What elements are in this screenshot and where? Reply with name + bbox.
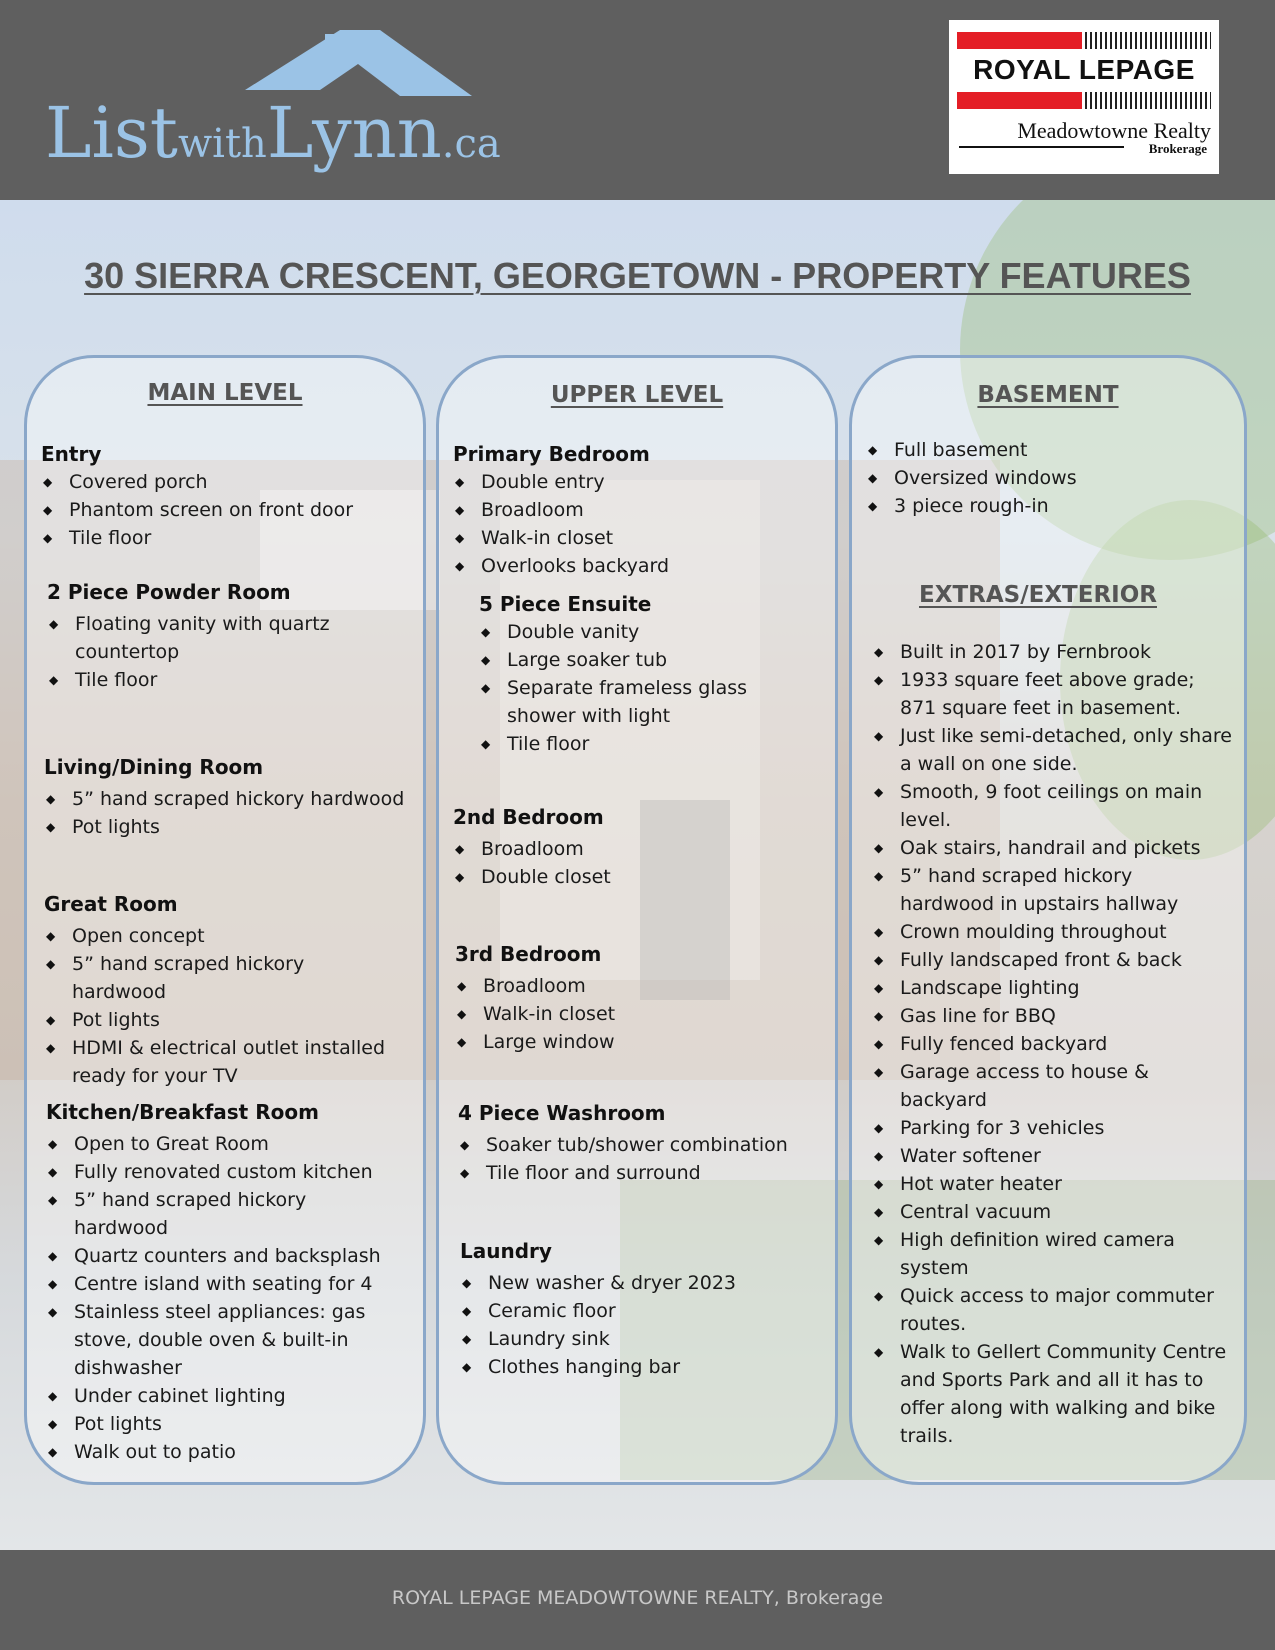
- list-item: ◆ Laundry sink: [460, 1325, 736, 1353]
- list-item: ◆ Hot water heater: [872, 1170, 1232, 1198]
- list-item: ◆ Large soaker tub: [479, 646, 819, 674]
- list-item: ◆ Parking for 3 vehicles: [872, 1114, 1232, 1142]
- red-stripe-top: [957, 32, 1082, 49]
- header-bar: [0, 0, 1275, 200]
- column-basement: [849, 355, 1247, 1485]
- list-item: ◆ Smooth, 9 foot ceilings on main level.: [872, 778, 1232, 834]
- section-title: Kitchen/Breakfast Room: [46, 1100, 319, 1124]
- list-item: ◆ Tile floor: [47, 666, 407, 694]
- list-item: ◆ Broadloom: [453, 496, 669, 524]
- footer-text: ROYAL LEPAGE MEADOWTOWNE REALTY, Brokerage: [391, 1587, 884, 1609]
- section-entry: [41, 440, 353, 552]
- column-upper-level: [436, 355, 838, 1485]
- page-title: 30 SIERRA CRESCENT, GEORGETOWN - PROPERTY FEATURES: [84, 255, 1191, 296]
- section-powder-room: [47, 578, 407, 694]
- feature-list: [47, 610, 407, 694]
- list-item: ◆ Double entry: [453, 468, 669, 496]
- feature-list: [453, 835, 611, 891]
- feature-list: [458, 1131, 788, 1187]
- feature-list: [44, 922, 394, 1090]
- list-item: ◆ Broadloom: [455, 972, 615, 1000]
- list-item: ◆ Gas line for BBQ: [872, 1002, 1232, 1030]
- footer-bar: [0, 1550, 1275, 1650]
- list-item: ◆ 3 piece rough-in: [866, 492, 1077, 520]
- list-item: ◆ Walk to Gellert Community Centre and Sports Park and all it has to offer along with walking and bike trails.: [872, 1338, 1232, 1450]
- list-item: ◆ Water softener: [872, 1142, 1232, 1170]
- list-item: ◆ High definition wired camera system: [872, 1226, 1232, 1282]
- list-item: ◆ 1933 square feet above grade; 871 square feet in basement.: [872, 666, 1232, 722]
- list-item: ◆ Separate frameless glass shower with light: [479, 674, 819, 730]
- section-kitchen: [46, 1098, 406, 1466]
- brokerage-label: Brokerage: [1148, 141, 1207, 156]
- section-title: Laundry: [460, 1239, 552, 1263]
- list-item: ◆ Overlooks backyard: [453, 552, 669, 580]
- list-item: ◆ Oak stairs, handrail and pickets: [872, 834, 1232, 862]
- list-item: ◆ Full basement: [866, 436, 1077, 464]
- list-item: ◆ New washer & dryer 2023: [460, 1269, 736, 1297]
- section-extras: [872, 638, 1232, 1450]
- list-item: ◆ Quartz counters and backsplash: [46, 1242, 406, 1270]
- upper-level-heading: UPPER LEVEL: [550, 382, 724, 408]
- list-item: ◆ Quick access to major commuter routes.: [872, 1282, 1232, 1338]
- list-item: ◆ Central vacuum: [872, 1198, 1232, 1226]
- list-item: ◆ Walk-in closet: [455, 1000, 615, 1028]
- column-main-level: [24, 355, 426, 1485]
- list-item: ◆ Open to Great Room: [46, 1130, 406, 1158]
- section-title: Entry: [41, 442, 102, 466]
- section-title: Living/Dining Room: [44, 755, 264, 779]
- feature-list: [460, 1269, 736, 1381]
- section-4pc-washroom: [458, 1099, 788, 1187]
- extras-heading: EXTRAS/EXTERIOR: [919, 582, 1157, 608]
- feature-list: [46, 1130, 406, 1466]
- list-item: ◆ Built in 2017 by Fernbrook: [872, 638, 1232, 666]
- list-item: ◆ 5” hand scraped hickory hardwood: [44, 785, 404, 813]
- section-living-dining: [44, 753, 404, 841]
- list-item: ◆ Fully renovated custom kitchen: [46, 1158, 406, 1186]
- list-item: ◆ Landscape lighting: [872, 974, 1232, 1002]
- section-3rd-bedroom: [455, 940, 615, 1056]
- royal-lepage-logo[interactable]: [949, 20, 1219, 174]
- listwithlynn-logo[interactable]: [40, 28, 501, 178]
- list-item: ◆ Crown moulding throughout: [872, 918, 1232, 946]
- list-item: ◆ Pot lights: [44, 813, 404, 841]
- feature-list: [872, 638, 1232, 1450]
- section-title: 2nd Bedroom: [453, 805, 604, 829]
- list-item: ◆ 5” hand scraped hickory hardwood: [46, 1186, 406, 1242]
- feature-list: [453, 468, 669, 580]
- section-title: 5 Piece Ensuite: [479, 592, 652, 616]
- feature-list: [41, 468, 353, 552]
- barcode-bottom: [1085, 92, 1211, 109]
- basement-heading: BASEMENT: [977, 382, 1119, 408]
- list-item: ◆ Stainless steel appliances: gas stove, double oven & built-in dishwasher: [46, 1298, 406, 1382]
- feature-list: [455, 972, 615, 1056]
- section-title: 4 Piece Washroom: [458, 1101, 666, 1125]
- barcode-top: [1085, 32, 1211, 49]
- list-item: ◆ Tile floor and surround: [458, 1159, 788, 1187]
- list-item: ◆ Pot lights: [46, 1410, 406, 1438]
- list-item: ◆ Large window: [455, 1028, 615, 1056]
- list-item: ◆ Centre island with seating for 4: [46, 1270, 406, 1298]
- list-item: ◆ Just like semi-detached, only share a wall on one side.: [872, 722, 1232, 778]
- list-item: ◆ Pot lights: [44, 1006, 394, 1034]
- list-item: ◆ 5” hand scraped hickory hardwood: [44, 950, 394, 1006]
- red-stripe-bottom: [957, 92, 1082, 109]
- section-title: 3rd Bedroom: [455, 942, 602, 966]
- feature-list: [44, 785, 404, 841]
- section-title: Primary Bedroom: [453, 442, 650, 466]
- list-item: ◆ Clothes hanging bar: [460, 1353, 736, 1381]
- brokerage-office: Meadowtowne Realty: [1017, 118, 1211, 143]
- list-item: ◆ Fully fenced backyard: [872, 1030, 1232, 1058]
- list-item: ◆ HDMI & electrical outlet installed ready for your TV: [44, 1034, 394, 1090]
- section-ensuite: [479, 590, 819, 758]
- list-item: ◆ Covered porch: [41, 468, 353, 496]
- list-item: ◆ Under cabinet lighting: [46, 1382, 406, 1410]
- section-great-room: [44, 890, 394, 1090]
- section-laundry: [460, 1237, 736, 1381]
- brokerage-brand: ROYAL LEPAGE: [973, 54, 1195, 85]
- list-item: ◆ Tile floor: [41, 524, 353, 552]
- list-item: ◆ Soaker tub/shower combination: [458, 1131, 788, 1159]
- section-title: Great Room: [44, 892, 178, 916]
- list-item: ◆ Walk out to patio: [46, 1438, 406, 1466]
- section-2nd-bedroom: [453, 803, 611, 891]
- list-item: ◆ Oversized windows: [866, 464, 1077, 492]
- logo-divider: [959, 146, 1124, 148]
- section-basement: [866, 436, 1077, 520]
- list-item: ◆ Double closet: [453, 863, 611, 891]
- logo-wordmark: ListwithLynn.ca: [45, 92, 501, 174]
- list-item: ◆ Fully landscaped front & back: [872, 946, 1232, 974]
- feature-list: [866, 436, 1077, 520]
- list-item: ◆ Ceramic floor: [460, 1297, 736, 1325]
- list-item: ◆ Broadloom: [453, 835, 611, 863]
- section-title: 2 Piece Powder Room: [47, 580, 291, 604]
- list-item: ◆ Double vanity: [479, 618, 819, 646]
- list-item: ◆ Floating vanity with quartz countertop: [47, 610, 407, 666]
- feature-list: [479, 618, 819, 758]
- section-primary-bedroom: [453, 440, 669, 580]
- list-item: ◆ Walk-in closet: [453, 524, 669, 552]
- main-level-heading: MAIN LEVEL: [147, 380, 303, 406]
- list-item: ◆ Tile floor: [479, 730, 819, 758]
- list-item: ◆ Open concept: [44, 922, 394, 950]
- list-item: ◆ Phantom screen on front door: [41, 496, 353, 524]
- list-item: ◆ 5” hand scraped hickory hardwood in upstairs hallway: [872, 862, 1232, 918]
- list-item: ◆ Garage access to house & backyard: [872, 1058, 1232, 1114]
